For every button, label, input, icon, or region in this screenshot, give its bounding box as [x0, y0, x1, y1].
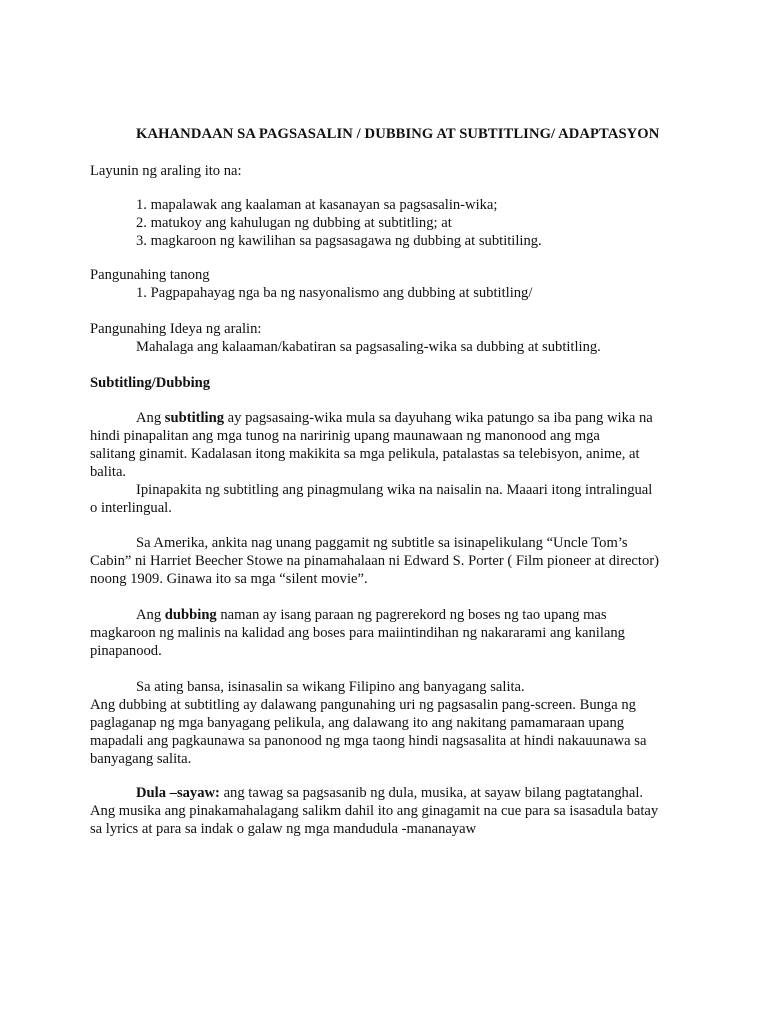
- p2-line-3: noong 1909. Ginawa ito sa mga “silent movie”.: [90, 571, 368, 587]
- p2-line-2: Cabin” ni Harriet Beecher Stowe na pinamahalaan ni Edward S. Porter ( Film pioneer at director): [90, 553, 659, 569]
- p2-line-1: Sa Amerika, ankita nag unang paggamit ng subtitle sa isinapelikulang “Uncle Tom’s: [136, 535, 628, 551]
- objectives-heading: Layunin ng araling ito na:: [90, 163, 242, 179]
- objective-item-1: 1. mapalawak ang kaalaman at kasanayan sa pagsasalin-wika;: [136, 197, 498, 213]
- p4-line-5: banyagang salita.: [90, 751, 192, 767]
- p1-line-5: Ipinapakita ng subtitling ang pinagmulang wika na naisalin na. Maaari itong intralingual: [136, 482, 653, 498]
- p4-line-1: Sa ating bansa, isinasalin sa wikang Filipino ang banyagang salita.: [136, 679, 525, 695]
- p4-line-3: paglaganap ng mga banyagang pelikula, ang dalawang ito ang nakitang pamamaraan upang: [90, 715, 625, 731]
- idea-text: Mahalaga ang kalaaman/kabatiran sa pagsasaling-wika sa dubbing at subtitling.: [136, 339, 601, 355]
- p1-line-3: salitang ginamit. Kadalasan itong makikita sa mga pelikula, patalastas sa telebisyon, anime, at: [90, 446, 640, 462]
- p1-line-6: o interlingual.: [90, 500, 172, 516]
- objective-item-2: 2. matukoy ang kahulugan ng dubbing at subtitling; at: [136, 215, 452, 231]
- p1-line-2: hindi pinapalitan ang mga tunog na naririnig upang maunawaan ng manonood ang mga: [90, 428, 600, 444]
- question-heading: Pangunahing tanong: [90, 267, 210, 283]
- idea-heading: Pangunahing Ideya ng aralin:: [90, 321, 262, 337]
- p5-line-1: Dula –sayaw: ang tawag sa pagsasanib ng dula, musika, at sayaw bilang pagtatanghal.: [136, 785, 644, 801]
- p4-line-2: Ang dubbing at subtitling ay dalawang pangunahing uri ng pagsasalin pang-screen. Bunga ng: [90, 697, 636, 713]
- p5-line-3: sa lyrics at para sa indak o galaw ng mga mandudula -mananayaw: [90, 821, 477, 837]
- page-title: KAHANDAAN SA PAGSASALIN / DUBBING AT SUBTITLING/ ADAPTASYON: [136, 126, 660, 142]
- p1-line-4: balita.: [90, 464, 127, 480]
- question-item-1: 1. Pagpapahayag nga ba ng nasyonalismo ang dubbing at subtitling/: [136, 285, 533, 301]
- p3-line-1: Ang dubbing naman ay isang paraan ng pagrerekord ng boses ng tao upang mas: [136, 607, 607, 623]
- p3-line-3: pinapanood.: [90, 643, 162, 659]
- objective-item-3: 3. magkaroon ng kawilihan sa pagsasagawa ng dubbing at subtitiling.: [136, 233, 542, 249]
- p1-line-1: Ang subtitling ay pagsasaing-wika mula sa dayuhang wika patungo sa iba pang wika na: [136, 410, 653, 426]
- p4-line-4: mapadali ang pagkaunawa sa panonood ng mga taong hindi nagsasalita at hindi nakauunawa sa: [90, 733, 647, 749]
- p3-line-2: magkaroon ng malinis na kalidad ang boses para maiintindihan ng nakararami ang kanilang: [90, 625, 625, 641]
- section-heading: Subtitling/Dubbing: [90, 375, 211, 391]
- p5-line-2: Ang musika ang pinakamahalagang salikm dahil ito ang ginagamit na cue para sa isasadula batay: [90, 803, 659, 819]
